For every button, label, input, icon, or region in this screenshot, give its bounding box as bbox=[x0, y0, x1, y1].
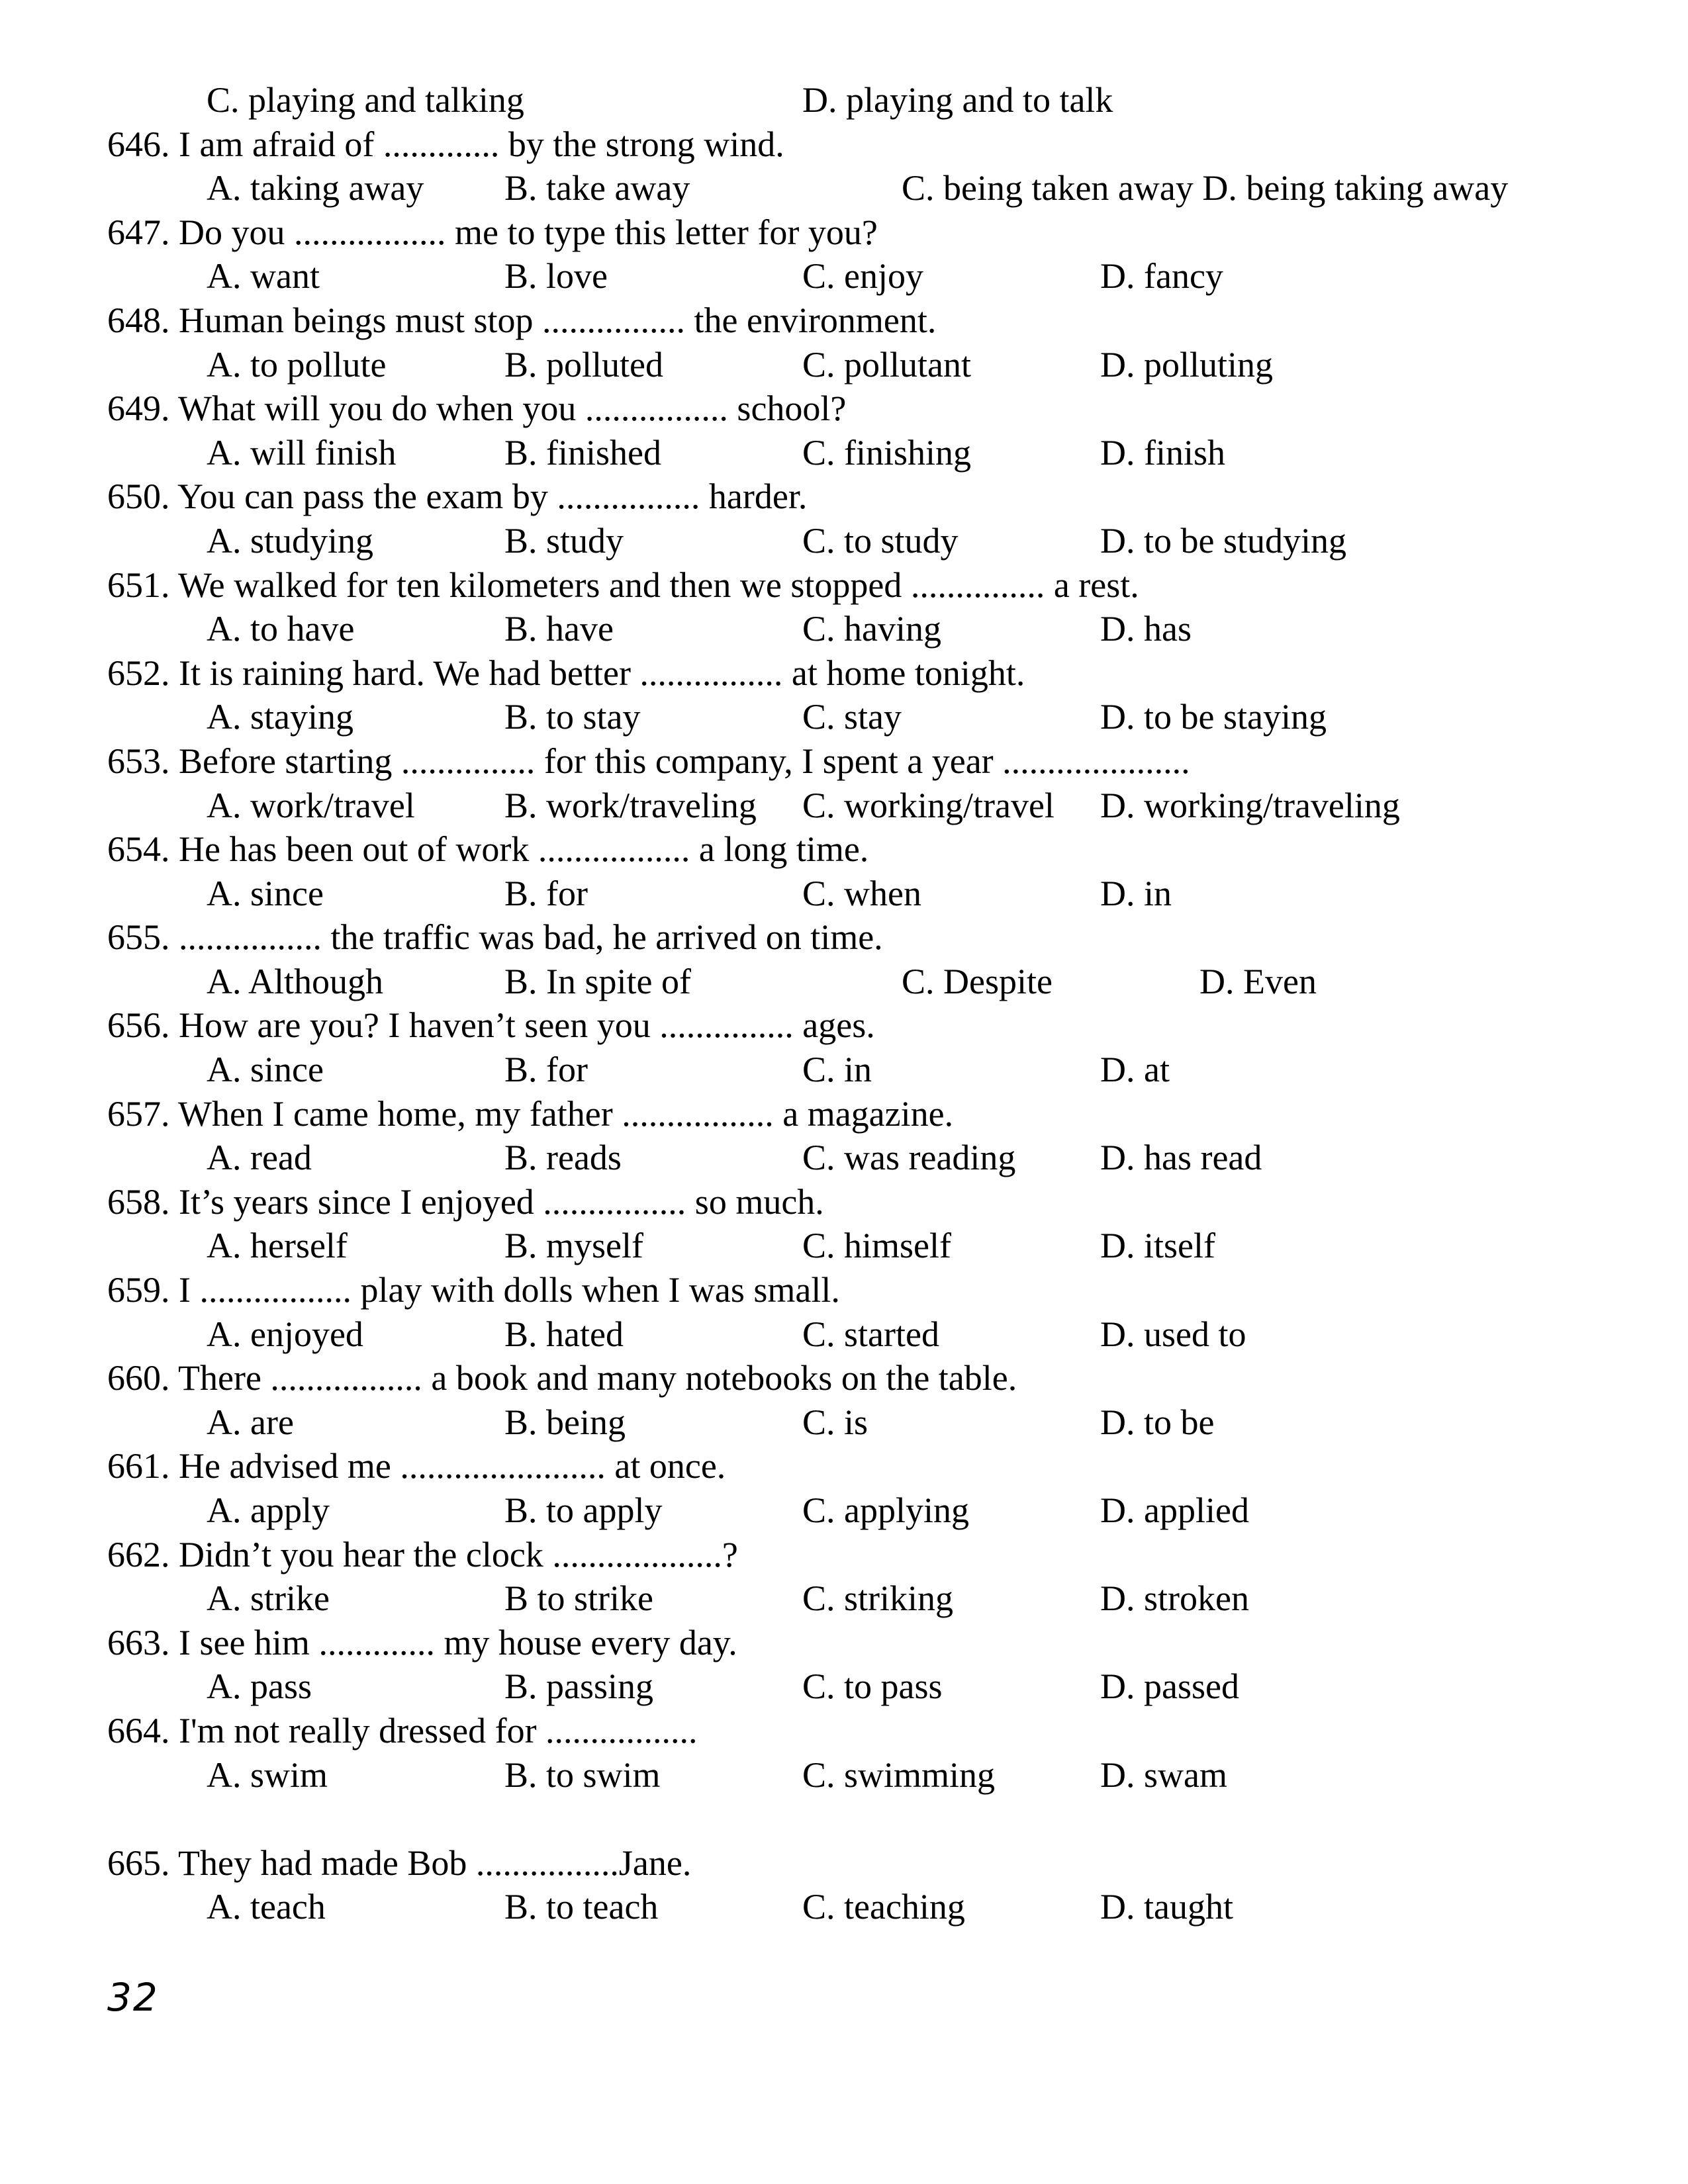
option-d: D. finish bbox=[1100, 432, 1225, 473]
option-a: A. want bbox=[207, 256, 320, 296]
option-c: C. was reading bbox=[802, 1138, 1016, 1178]
option-b: B to strike bbox=[504, 1578, 653, 1619]
question-663: 663. I see him ............. my house every day. bbox=[107, 1622, 737, 1662]
option-d: D. swam bbox=[1100, 1754, 1227, 1795]
option-b: B. polluted bbox=[504, 344, 663, 385]
option-a: A. apply bbox=[207, 1490, 330, 1530]
option-c: C. when bbox=[802, 873, 921, 913]
option-d: D. Even bbox=[1199, 961, 1317, 1001]
options-row-653 bbox=[107, 784, 1597, 828]
option-d: D. working/traveling bbox=[1100, 785, 1400, 825]
options-row-651 bbox=[107, 607, 1597, 651]
option-b: B. love bbox=[504, 256, 608, 296]
options-row-659 bbox=[107, 1312, 1597, 1357]
option-a: A. Although bbox=[207, 961, 384, 1001]
question-661: 661. He advised me ....................... at once. bbox=[107, 1446, 726, 1486]
question-647: 647. Do you ................. me to type this letter for you? bbox=[107, 212, 878, 252]
options-row-646 bbox=[107, 166, 1597, 210]
option-d: D. fancy bbox=[1100, 256, 1223, 296]
option-d: D. has read bbox=[1100, 1138, 1262, 1178]
option-d: D. stroken bbox=[1100, 1578, 1249, 1619]
option-a: A. staying bbox=[207, 697, 353, 737]
options-row-660 bbox=[107, 1400, 1597, 1445]
option-a: A. since bbox=[207, 1050, 324, 1090]
question-652: 652. It is raining hard. We had better ................ at home tonight. bbox=[107, 653, 1025, 693]
option-d: D. taught bbox=[1100, 1887, 1233, 1927]
option-b: B. passing bbox=[504, 1666, 654, 1707]
option-d: D. itself bbox=[1100, 1226, 1215, 1266]
options-row-647 bbox=[107, 254, 1597, 298]
options-row-656 bbox=[107, 1048, 1597, 1092]
question-660: 660. There ................. a book and many notebooks on the table. bbox=[107, 1358, 1017, 1398]
option-c: C. teaching bbox=[802, 1887, 965, 1927]
options-row-665 bbox=[107, 1885, 1597, 1929]
option-b: B. In spite of bbox=[504, 961, 691, 1001]
option-d: D. used to bbox=[1100, 1314, 1246, 1354]
question-658: 658. It’s years since I enjoyed ................ so much. bbox=[107, 1181, 824, 1222]
option-a: A. taking away bbox=[207, 168, 424, 208]
option-c: C. swimming bbox=[802, 1754, 996, 1795]
option-d: D. to be staying bbox=[1100, 697, 1327, 737]
option-c: C. to pass bbox=[802, 1666, 943, 1707]
option-a: A. teach bbox=[207, 1887, 326, 1927]
question-651: 651. We walked for ten kilometers and then we stopped ............... a rest. bbox=[107, 565, 1139, 605]
question-654: 654. He has been out of work ................. a long time. bbox=[107, 829, 869, 870]
option-b: B. hated bbox=[504, 1314, 624, 1354]
options-row-648 bbox=[107, 343, 1597, 387]
option-d: D. playing and to talk bbox=[802, 80, 1113, 120]
option-c: C. striking bbox=[802, 1578, 954, 1619]
option-a: A. studying bbox=[207, 520, 374, 561]
options-row-652 bbox=[107, 695, 1597, 739]
options-row-658 bbox=[107, 1224, 1597, 1268]
option-c: C. pollutant bbox=[802, 344, 971, 385]
option-c: C. to study bbox=[802, 520, 959, 561]
options-row-650 bbox=[107, 519, 1597, 563]
options-row-662 bbox=[107, 1576, 1597, 1621]
option-c: C. having bbox=[802, 609, 941, 649]
option-a: A. swim bbox=[207, 1754, 328, 1795]
option-a: A. read bbox=[207, 1138, 312, 1178]
option-b: B. to teach bbox=[504, 1887, 659, 1927]
option-d: D. applied bbox=[1100, 1490, 1249, 1530]
option-b: B. for bbox=[504, 873, 588, 913]
options-row-661 bbox=[107, 1488, 1597, 1533]
question-646: 646. I am afraid of ............. by the strong wind. bbox=[107, 124, 784, 164]
question-650: 650. You can pass the exam by ................ harder. bbox=[107, 477, 808, 517]
page-number: 32 bbox=[107, 1975, 159, 2020]
option-b: B. have bbox=[504, 609, 614, 649]
option-d: D. to be studying bbox=[1100, 520, 1346, 561]
option-c: C. is bbox=[802, 1402, 868, 1442]
option-c: C. working/travel bbox=[802, 785, 1055, 825]
question-659: 659. I ................. play with dolls when I was small. bbox=[107, 1270, 840, 1310]
option-a: A. since bbox=[207, 873, 324, 913]
option-c: C. in bbox=[802, 1050, 872, 1090]
option-a: A. herself bbox=[207, 1226, 348, 1266]
option-c-d: C. being taken away D. being taking away bbox=[902, 168, 1509, 208]
option-b: B. study bbox=[504, 520, 624, 561]
question-657: 657. When I came home, my father ................. a magazine. bbox=[107, 1093, 954, 1134]
option-a: A. will finish bbox=[207, 432, 397, 473]
option-b: B. myself bbox=[504, 1226, 643, 1266]
option-a: A. pass bbox=[207, 1666, 312, 1707]
options-row-664 bbox=[107, 1753, 1597, 1797]
option-b: B. to swim bbox=[504, 1754, 661, 1795]
option-a: A. enjoyed bbox=[207, 1314, 363, 1354]
option-d: D. passed bbox=[1100, 1666, 1239, 1707]
option-b: B. for bbox=[504, 1050, 588, 1090]
option-b: B. take away bbox=[504, 168, 690, 208]
option-a: A. are bbox=[207, 1402, 294, 1442]
question-653: 653. Before starting ............... for this company, I spent a year ..................... bbox=[107, 741, 1190, 781]
option-b: B. finished bbox=[504, 432, 661, 473]
option-c: C. stay bbox=[802, 697, 902, 737]
option-d: D. to be bbox=[1100, 1402, 1215, 1442]
option-c: C. finishing bbox=[802, 432, 972, 473]
question-656: 656. How are you? I haven’t seen you ............... ages. bbox=[107, 1005, 875, 1046]
option-d: D. in bbox=[1100, 873, 1172, 913]
options-row-657 bbox=[107, 1136, 1597, 1180]
option-d: D. has bbox=[1100, 609, 1192, 649]
question-648: 648. Human beings must stop ................ the environment. bbox=[107, 300, 937, 340]
options-row-645 bbox=[107, 78, 1597, 122]
option-a: A. work/travel bbox=[207, 785, 415, 825]
option-c: C. playing and talking bbox=[207, 80, 524, 120]
options-row-654 bbox=[107, 872, 1597, 916]
question-649: 649. What will you do when you ................ school? bbox=[107, 388, 847, 429]
options-row-649 bbox=[107, 431, 1597, 475]
option-d: D. at bbox=[1100, 1050, 1170, 1090]
question-662: 662. Didn’t you hear the clock ...................? bbox=[107, 1534, 738, 1574]
option-c: C. started bbox=[802, 1314, 939, 1354]
option-b: B. being bbox=[504, 1402, 626, 1442]
option-c: C. himself bbox=[802, 1226, 951, 1266]
option-c: C. Despite bbox=[902, 961, 1053, 1001]
question-664: 664. I'm not really dressed for ................. bbox=[107, 1710, 698, 1751]
blank-line bbox=[107, 1797, 1597, 1841]
options-row-655 bbox=[107, 960, 1597, 1004]
option-c: C. enjoy bbox=[802, 256, 923, 296]
option-c: C. applying bbox=[802, 1490, 969, 1530]
option-d: D. polluting bbox=[1100, 344, 1274, 385]
option-b: B. to apply bbox=[504, 1490, 663, 1530]
exercise-list bbox=[107, 78, 1597, 1929]
options-row-663 bbox=[107, 1664, 1597, 1709]
option-b: B. to stay bbox=[504, 697, 641, 737]
option-a: A. to pollute bbox=[207, 344, 387, 385]
question-655: 655. ................ the traffic was bad, he arrived on time. bbox=[107, 917, 883, 958]
option-b: B. work/traveling bbox=[504, 785, 757, 825]
option-a: A. to have bbox=[207, 609, 355, 649]
option-a: A. strike bbox=[207, 1578, 330, 1619]
option-b: B. reads bbox=[504, 1138, 622, 1178]
question-665: 665. They had made Bob ................Jane. bbox=[107, 1843, 692, 1883]
